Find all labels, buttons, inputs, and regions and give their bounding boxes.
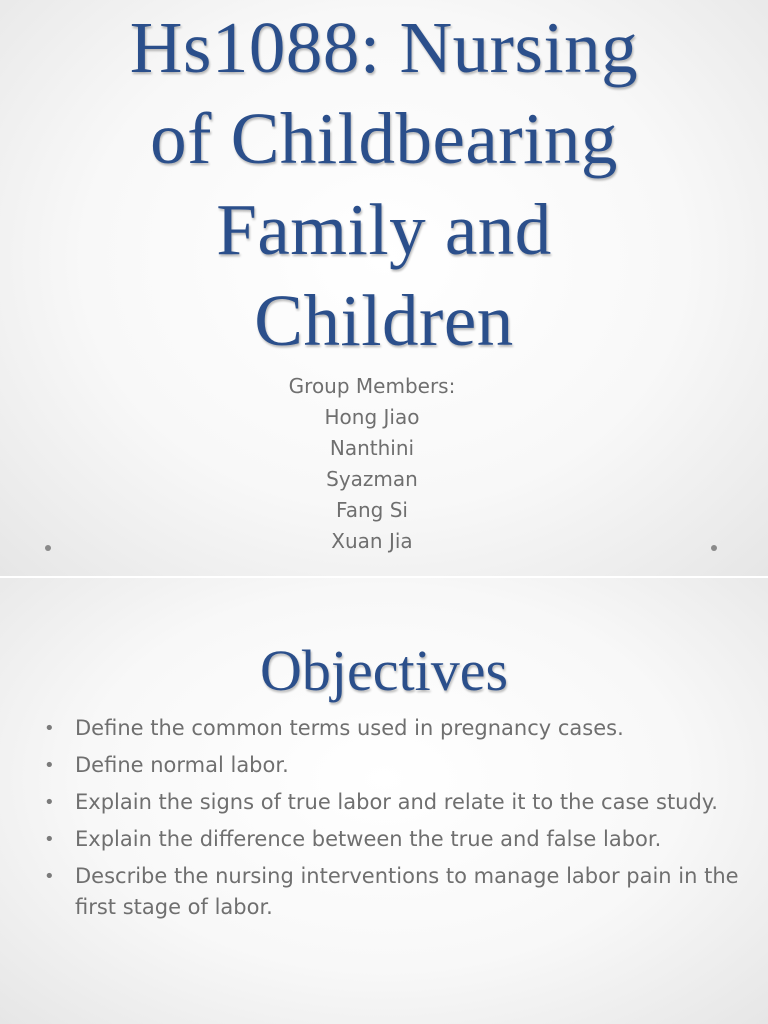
bullet-icon: • xyxy=(44,718,55,739)
member-name: Xuan Jia xyxy=(331,529,413,553)
course-title-line: Family and xyxy=(216,189,552,270)
course-title-line: Children xyxy=(254,280,514,361)
decorative-dot xyxy=(711,545,717,551)
objective-item xyxy=(40,861,740,923)
member-name: Fang Si xyxy=(336,498,408,522)
bullet-icon: • xyxy=(44,866,55,887)
objective-item xyxy=(40,750,740,781)
objective-item xyxy=(40,824,740,855)
course-title-line: of Childbearing xyxy=(150,98,618,179)
objective-text: Explain the signs of true labor and relate it to the case study. xyxy=(75,790,718,814)
member-name: Hong Jiao xyxy=(324,405,420,429)
objectives-list xyxy=(40,713,740,929)
group-members-list xyxy=(0,371,744,557)
course-title-line: Hs1088: Nursing xyxy=(129,7,639,88)
objective-item xyxy=(40,787,740,818)
objectives-title: Objectives xyxy=(259,638,509,703)
objective-text: Define normal labor. xyxy=(75,753,289,777)
bullet-icon: • xyxy=(44,829,55,850)
member-name: Syazman xyxy=(326,467,418,491)
decorative-dot xyxy=(45,545,51,551)
objective-text: Explain the difference between the true and false labor. xyxy=(75,827,662,851)
member-name: Nanthini xyxy=(329,436,415,460)
objectives-slide xyxy=(0,578,768,1024)
objective-text: Define the common terms used in pregnancy cases. xyxy=(75,716,624,740)
course-title xyxy=(0,2,768,366)
group-members-heading: Group Members: xyxy=(288,374,456,398)
objective-text: Describe the nursing interventions to manage labor pain in the first stage of labor. xyxy=(75,864,739,919)
bullet-icon: • xyxy=(44,792,55,813)
objective-item xyxy=(40,713,740,744)
bullet-icon: • xyxy=(44,755,55,776)
